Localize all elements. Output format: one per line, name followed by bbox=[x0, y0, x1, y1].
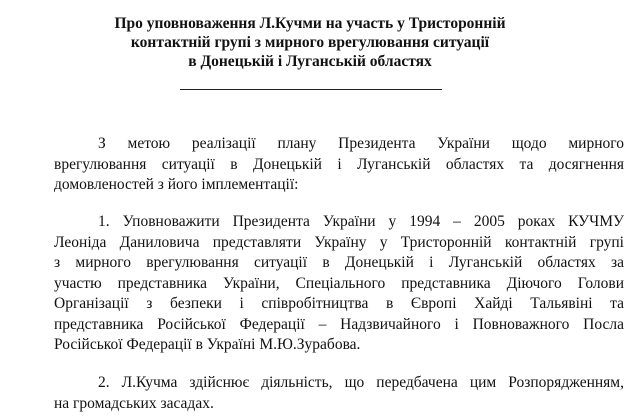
item-1-line-1: 1. Уповноважити Президента України у 1994 – 2005 роках КУЧМУ bbox=[98, 213, 624, 230]
item-2-paragraph bbox=[54, 373, 624, 414]
item-2-line-2: на громадських засадах. bbox=[54, 394, 214, 412]
item-1-line-6: представника Російської Федерації – Надзвичайного і Повноважного Посла bbox=[54, 315, 624, 333]
item-1-line-2: Леоніда Даниловича представляти Україну у Тристоронній контактній групі bbox=[54, 233, 624, 251]
title-line-1: Про уповноваження Л.Кучми на участь у Тристоронній bbox=[114, 15, 506, 32]
title-underline-divider bbox=[180, 89, 442, 90]
intro-paragraph bbox=[54, 134, 624, 196]
document-title bbox=[70, 14, 550, 71]
intro-line-1: З метою реалізації плану Президента України щодо мирного bbox=[98, 135, 624, 152]
item-2-line-1: 2. Л.Кучма здійснює діяльність, що передбачена цим Розпорядженням, bbox=[98, 374, 624, 391]
intro-line-3: домовленостей з його імплементації: bbox=[54, 176, 299, 193]
item-1-paragraph bbox=[54, 212, 624, 356]
intro-line-2: врегулювання ситуації в Донецькій і Луганській областях та досягнення bbox=[54, 155, 624, 173]
title-line-3: в Донецькій і Луганській областях bbox=[188, 53, 432, 70]
item-1-line-5: Організації з безпеки і співробітництва в Європі Хайді Тальявіні та bbox=[54, 295, 624, 312]
item-1-line-7: Російської Федерації в Україні М.Ю.Зурабова. bbox=[54, 336, 361, 353]
item-1-line-4: участю представника України, Спеціального представника Діючого Голови bbox=[54, 274, 624, 292]
item-1-line-3: з мирного врегулювання ситуації в Донецькій і Луганській областях за bbox=[54, 254, 624, 271]
title-line-2: контактній групі з мирного врегулювання ситуації bbox=[130, 34, 490, 51]
